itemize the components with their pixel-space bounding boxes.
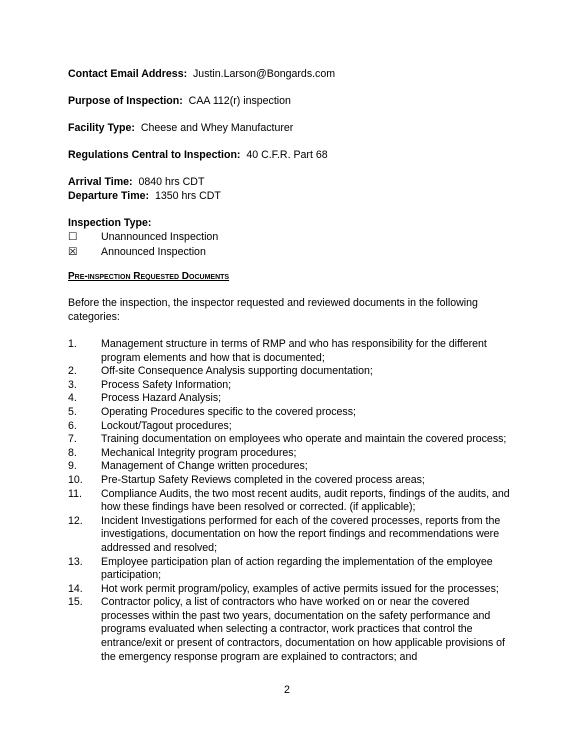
list-item-number: 10. <box>68 473 83 486</box>
list-item <box>68 556 510 583</box>
inspection-type-label: Inspection Type: <box>68 217 152 229</box>
inspection-type-heading <box>68 216 510 230</box>
list-item-text: Process Hazard Analysis; <box>101 392 222 405</box>
arrival-time-label: Arrival Time: <box>68 176 133 188</box>
list-item-number: 13. <box>68 555 83 568</box>
facility-type-value: Cheese and Whey Manufacturer <box>140 122 294 134</box>
list-item <box>68 583 510 597</box>
list-item-text: Off-site Consequence Analysis supporting documentation; <box>101 365 373 378</box>
list-item-text: Mechanical Integrity program procedures; <box>101 446 297 459</box>
list-item-number: 6. <box>68 419 77 432</box>
announced-label: Announced Inspection <box>101 246 206 258</box>
list-item-number: 14. <box>68 582 83 595</box>
page-number: 2 <box>284 684 290 696</box>
list-item-number: 7. <box>68 433 77 446</box>
list-item <box>68 474 510 488</box>
list-item <box>68 433 510 447</box>
regulations-field <box>68 148 510 162</box>
list-item <box>68 365 510 379</box>
arrival-time-field <box>68 175 510 189</box>
list-item-text: Compliance Audits, the two most recent audits, audit reports, findings of the audits, and how these findings have been resolved or corrected. (if applicable); <box>101 487 510 514</box>
list-item-text: Employee participation plan of action regarding the implementation of the employee participation; <box>101 555 493 582</box>
list-item <box>68 338 510 365</box>
list-item <box>68 447 510 461</box>
list-item-text: Incident Investigations performed for each of the covered processes, reports from the investigations, documentation on how the report findings and recommendations were addressed and resolved; <box>101 514 501 554</box>
unannounced-option <box>68 230 510 245</box>
contact-email-label: Contact Email Address: <box>68 68 188 80</box>
list-item-text: Management of Change written procedures; <box>101 460 308 473</box>
list-item <box>68 460 510 474</box>
list-item-text: Hot work permit program/policy, examples of active permits issued for the processes; <box>101 582 499 595</box>
list-item-number: 1. <box>68 338 77 350</box>
list-item <box>68 515 510 556</box>
list-item <box>68 596 510 664</box>
list-item-text: Process Safety Information; <box>101 378 232 391</box>
facility-type-field <box>68 121 510 135</box>
list-item <box>68 488 510 515</box>
list-item-text: Management structure in terms of RMP and who has responsibility for the different program elements and how that is documented; <box>101 338 487 364</box>
unchecked-box-icon: ☐ <box>68 231 78 243</box>
list-item-number: 12. <box>68 514 83 527</box>
list-item-number: 3. <box>68 378 77 391</box>
regulations-label: Regulations Central to Inspection: <box>68 149 241 161</box>
list-item-number: 5. <box>68 405 77 418</box>
purpose-field <box>68 94 510 108</box>
facility-type-label: Facility Type: <box>68 122 135 134</box>
purpose-value: CAA 112(r) inspection <box>188 95 291 107</box>
list-item-text: Operating Procedures specific to the covered process; <box>101 405 356 418</box>
list-item-text: Lockout/Tagout procedures; <box>101 419 232 432</box>
unannounced-label: Unannounced Inspection <box>101 231 219 243</box>
list-item <box>68 392 510 406</box>
section-heading: Pre-inspection Requested Documents <box>68 271 230 282</box>
list-item-text: Pre-Startup Safety Reviews completed in the covered process areas; <box>101 473 425 486</box>
list-item-number: 4. <box>68 392 77 405</box>
departure-time-label: Departure Time: <box>68 190 150 202</box>
requested-documents-list <box>68 338 510 664</box>
list-item-number: 11. <box>68 487 82 500</box>
list-item <box>68 420 510 434</box>
list-item <box>68 406 510 420</box>
list-item-text: Contractor policy, a list of contractors who have worked on or near the covered processes within the past two years, documentation on the safety performance and programs evaluated when selecting a contractor, work practices that control the entrance/exit or present of contractors, documentation on how applicable provisions of the emergency response program are explained to contractors; and <box>101 596 505 663</box>
list-item-number: 15. <box>68 596 83 609</box>
contact-email-value: Justin.Larson@Bongards.com <box>193 68 336 80</box>
list-item-text: Training documentation on employees who operate and maintain the covered process; <box>101 433 507 446</box>
announced-option <box>68 245 510 260</box>
purpose-label: Purpose of Inspection: <box>68 95 183 107</box>
intro-paragraph: Before the inspection, the inspector requested and reviewed documents in the following categories: <box>68 297 478 323</box>
checked-box-icon: ☒ <box>68 246 78 258</box>
contact-email-field <box>68 67 510 81</box>
regulations-value: 40 C.F.R. Part 68 <box>246 149 328 161</box>
list-item-number: 8. <box>68 446 77 459</box>
document-page <box>68 67 510 664</box>
departure-time-value: 1350 hrs CDT <box>154 190 221 202</box>
list-item-number: 9. <box>68 460 77 473</box>
list-item <box>68 379 510 393</box>
list-item-number: 2. <box>68 365 77 378</box>
departure-time-field <box>68 189 510 203</box>
arrival-time-value: 0840 hrs CDT <box>138 176 205 188</box>
